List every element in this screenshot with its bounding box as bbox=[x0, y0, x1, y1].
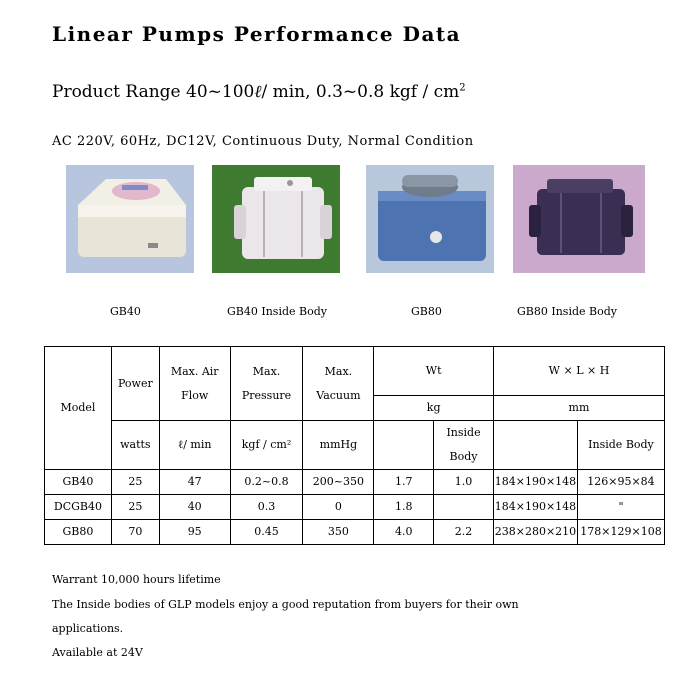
header-power: Power bbox=[111, 347, 159, 421]
cell-vacuum: 350 bbox=[303, 520, 374, 545]
cell-flow: 40 bbox=[159, 495, 230, 520]
cell-flow: 95 bbox=[159, 520, 230, 545]
header-wlh: W × L × H bbox=[493, 347, 664, 396]
cell-wt: 1.8 bbox=[374, 495, 434, 520]
table-row bbox=[45, 495, 665, 520]
cell-model: GB80 bbox=[45, 520, 112, 545]
note-applications: applications. bbox=[52, 622, 124, 635]
note-inside-bodies: The Inside bodies of GLP models enjoy a good reputation from buyers for their own bbox=[52, 598, 519, 611]
header-watts: watts bbox=[111, 421, 159, 470]
performance-table bbox=[44, 346, 665, 545]
header-vacuum-line2: Vacuum bbox=[316, 388, 361, 402]
header-dims-inside: Inside Body bbox=[577, 421, 664, 470]
range-prefix: Product Range 40~100 bbox=[52, 82, 255, 102]
cell-wt: 4.0 bbox=[374, 520, 434, 545]
page-title: Linear Pumps Performance Data bbox=[52, 22, 462, 46]
header-kg: kg bbox=[374, 396, 494, 421]
cell-power: 25 bbox=[111, 470, 159, 495]
header-inside-line1: Inside bbox=[446, 426, 481, 439]
cell-power: 25 bbox=[111, 495, 159, 520]
cell-dims-inside: 178×129×108 bbox=[577, 520, 664, 545]
header-pressure-line1: Max. bbox=[252, 364, 281, 378]
header-vacuum-unit: mmHg bbox=[303, 421, 374, 470]
note-warranty: Warrant 10,000 hours lifetime bbox=[52, 573, 221, 586]
header-wt-inside bbox=[434, 421, 494, 470]
header-wt: Wt bbox=[374, 347, 494, 396]
header-pressure-unit: kgf / cm² bbox=[230, 421, 303, 470]
table-row bbox=[45, 520, 665, 545]
cell-wt-inside bbox=[434, 495, 494, 520]
header-model: Model bbox=[45, 347, 112, 470]
range-sup: 2 bbox=[459, 82, 466, 94]
cell-dims: 238×280×210 bbox=[493, 520, 577, 545]
header-vacuum-line1: Max. bbox=[324, 364, 353, 378]
cell-pressure: 0.3 bbox=[230, 495, 303, 520]
cell-pressure: 0.2~0.8 bbox=[230, 470, 303, 495]
header-pressure bbox=[230, 347, 303, 421]
cell-pressure: 0.45 bbox=[230, 520, 303, 545]
header-air-flow-line1: Max. Air bbox=[170, 364, 219, 378]
caption-gb80-inside: GB80 Inside Body bbox=[517, 305, 617, 318]
cell-model: DCGB40 bbox=[45, 495, 112, 520]
product-range bbox=[52, 82, 466, 102]
header-wt-total bbox=[374, 421, 434, 470]
note-voltage: Available at 24V bbox=[52, 646, 143, 659]
header-flow-unit: ℓ/ min bbox=[159, 421, 230, 470]
range-suffix: / min, 0.3~0.8 kgf / cm bbox=[261, 82, 460, 102]
cell-dims-inside: " bbox=[577, 495, 664, 520]
cell-dims: 184×190×148 bbox=[493, 495, 577, 520]
header-dims-total bbox=[493, 421, 577, 470]
header-vacuum bbox=[303, 347, 374, 421]
header-row-3 bbox=[45, 421, 665, 470]
header-row-1 bbox=[45, 347, 665, 396]
header-pressure-line2: Pressure bbox=[241, 388, 292, 402]
range-unit: ℓ bbox=[254, 82, 262, 102]
cell-wt: 1.7 bbox=[374, 470, 434, 495]
cell-power: 70 bbox=[111, 520, 159, 545]
header-air-flow-line2: Flow bbox=[181, 388, 209, 402]
cell-vacuum: 200~350 bbox=[303, 470, 374, 495]
white-pump-photo bbox=[66, 165, 194, 273]
dark-inner-pump-photo bbox=[513, 165, 645, 273]
header-air-flow bbox=[159, 347, 230, 421]
header-mm: mm bbox=[493, 396, 664, 421]
cell-flow: 47 bbox=[159, 470, 230, 495]
header-inside-line2: Body bbox=[449, 450, 478, 463]
table-row bbox=[45, 470, 665, 495]
caption-gb80: GB80 bbox=[411, 305, 442, 318]
operating-condition: AC 220V, 60Hz, DC12V, Continuous Duty, Normal Condition bbox=[52, 134, 474, 149]
cell-dims: 184×190×148 bbox=[493, 470, 577, 495]
caption-gb40-inside: GB40 Inside Body bbox=[227, 305, 327, 318]
cell-model: GB40 bbox=[45, 470, 112, 495]
cell-dims-inside: 126×95×84 bbox=[577, 470, 664, 495]
cell-vacuum: 0 bbox=[303, 495, 374, 520]
cell-wt-inside: 2.2 bbox=[434, 520, 494, 545]
cell-wt-inside: 1.0 bbox=[434, 470, 494, 495]
blue-pump-photo bbox=[366, 165, 494, 273]
caption-gb40: GB40 bbox=[110, 305, 141, 318]
white-inner-pump-photo bbox=[212, 165, 340, 273]
